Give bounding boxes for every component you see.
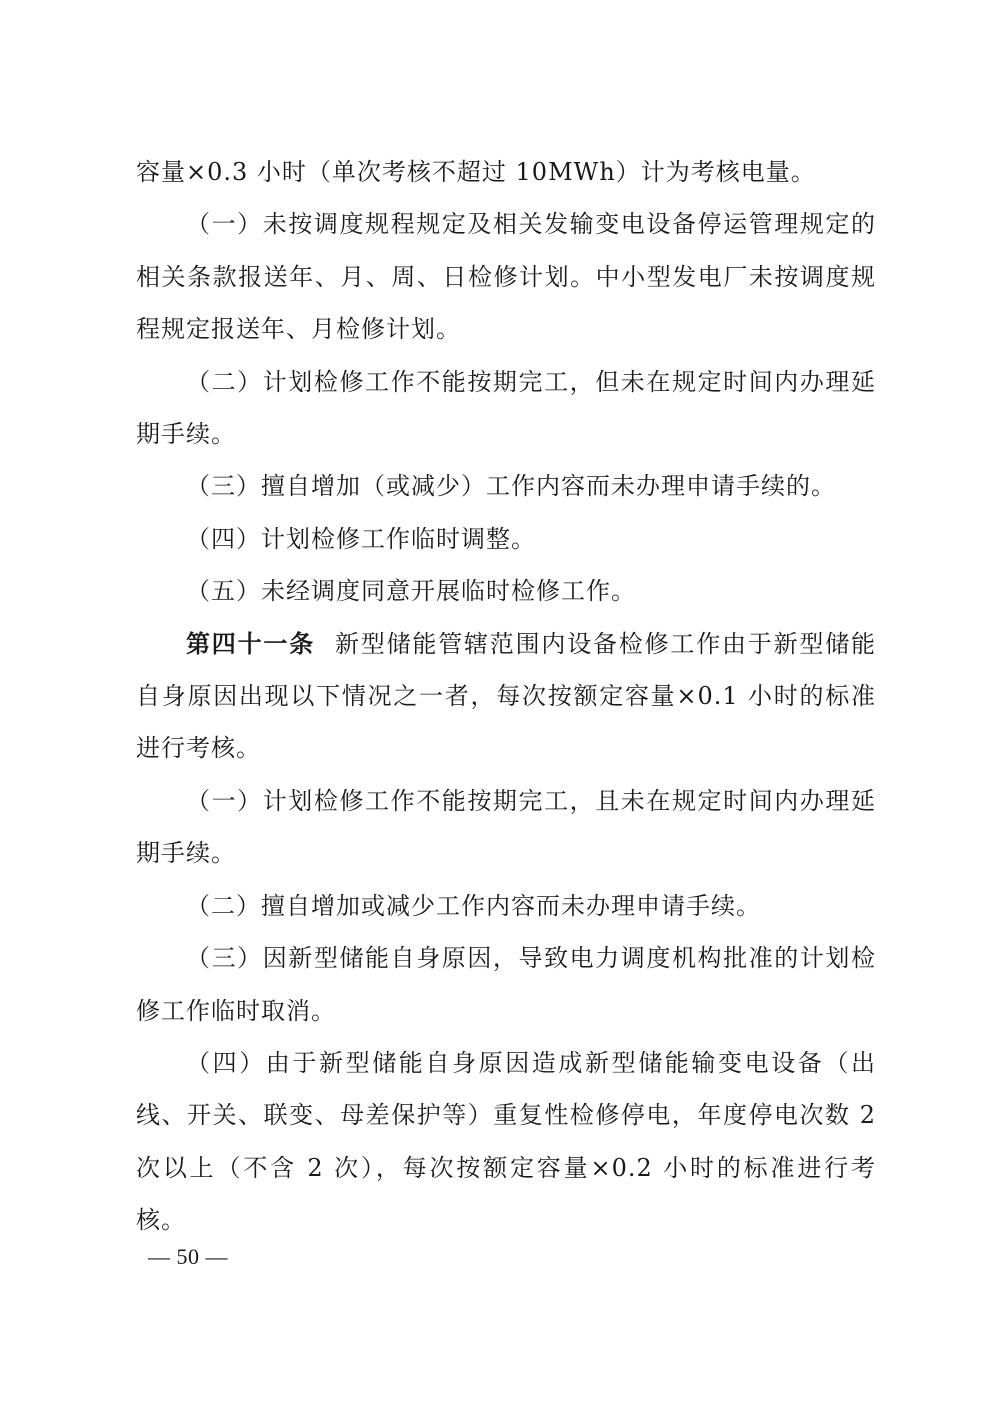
paragraph-item-3: （三）擅自增加（或减少）工作内容而未办理申请手续的。	[186, 472, 836, 501]
paragraph-item-2: （二）计划检修工作不能按期完工，但未在规定时间内办理延期手续。	[136, 367, 876, 449]
article-41-item-1: （一）计划检修工作不能按期完工，且未在规定时间内办理延期手续。	[136, 786, 876, 868]
paragraph-item-1: （一）未按调度规程规定及相关发输变电设备停运管理规定的相关条款报送年、月、周、日检修计划。中小型发电厂未按调度规程规定报送年、月检修计划。	[136, 210, 876, 344]
page-number: — 50 —	[148, 1244, 228, 1269]
article-41-item-2: （二）擅自增加或减少工作内容而未办理申请手续。	[186, 891, 761, 920]
article-41-paragraph	[136, 618, 876, 775]
paragraph-continuation: 容量×0.3 小时（单次考核不超过 10MWh）计为考核电量。	[136, 158, 816, 186]
paragraph-item-5: （五）未经调度同意开展临时检修工作。	[186, 577, 636, 606]
document-body	[136, 146, 876, 1247]
article-heading: 第四十一条	[186, 629, 315, 658]
article-text: 新型储能管辖范围内设备检修工作由于新型储能自身原因出现以下情况之一者，每次按额定容量×0.1 小时的标准进行考核。	[136, 629, 876, 763]
article-41-item-4: （四）由于新型储能自身原因造成新型储能输变电设备（出线、开关、联变、母差保护等）重复性检修停电，年度停电次数 2 次以上（不含 2 次），每次按额定容量×0.2 小时的标准进行考核。	[136, 1048, 876, 1235]
article-41-item-3: （三）因新型储能自身原因，导致电力调度机构批准的计划检修工作临时取消。	[136, 944, 876, 1025]
paragraph-item-4: （四）计划检修工作临时调整。	[186, 524, 536, 553]
